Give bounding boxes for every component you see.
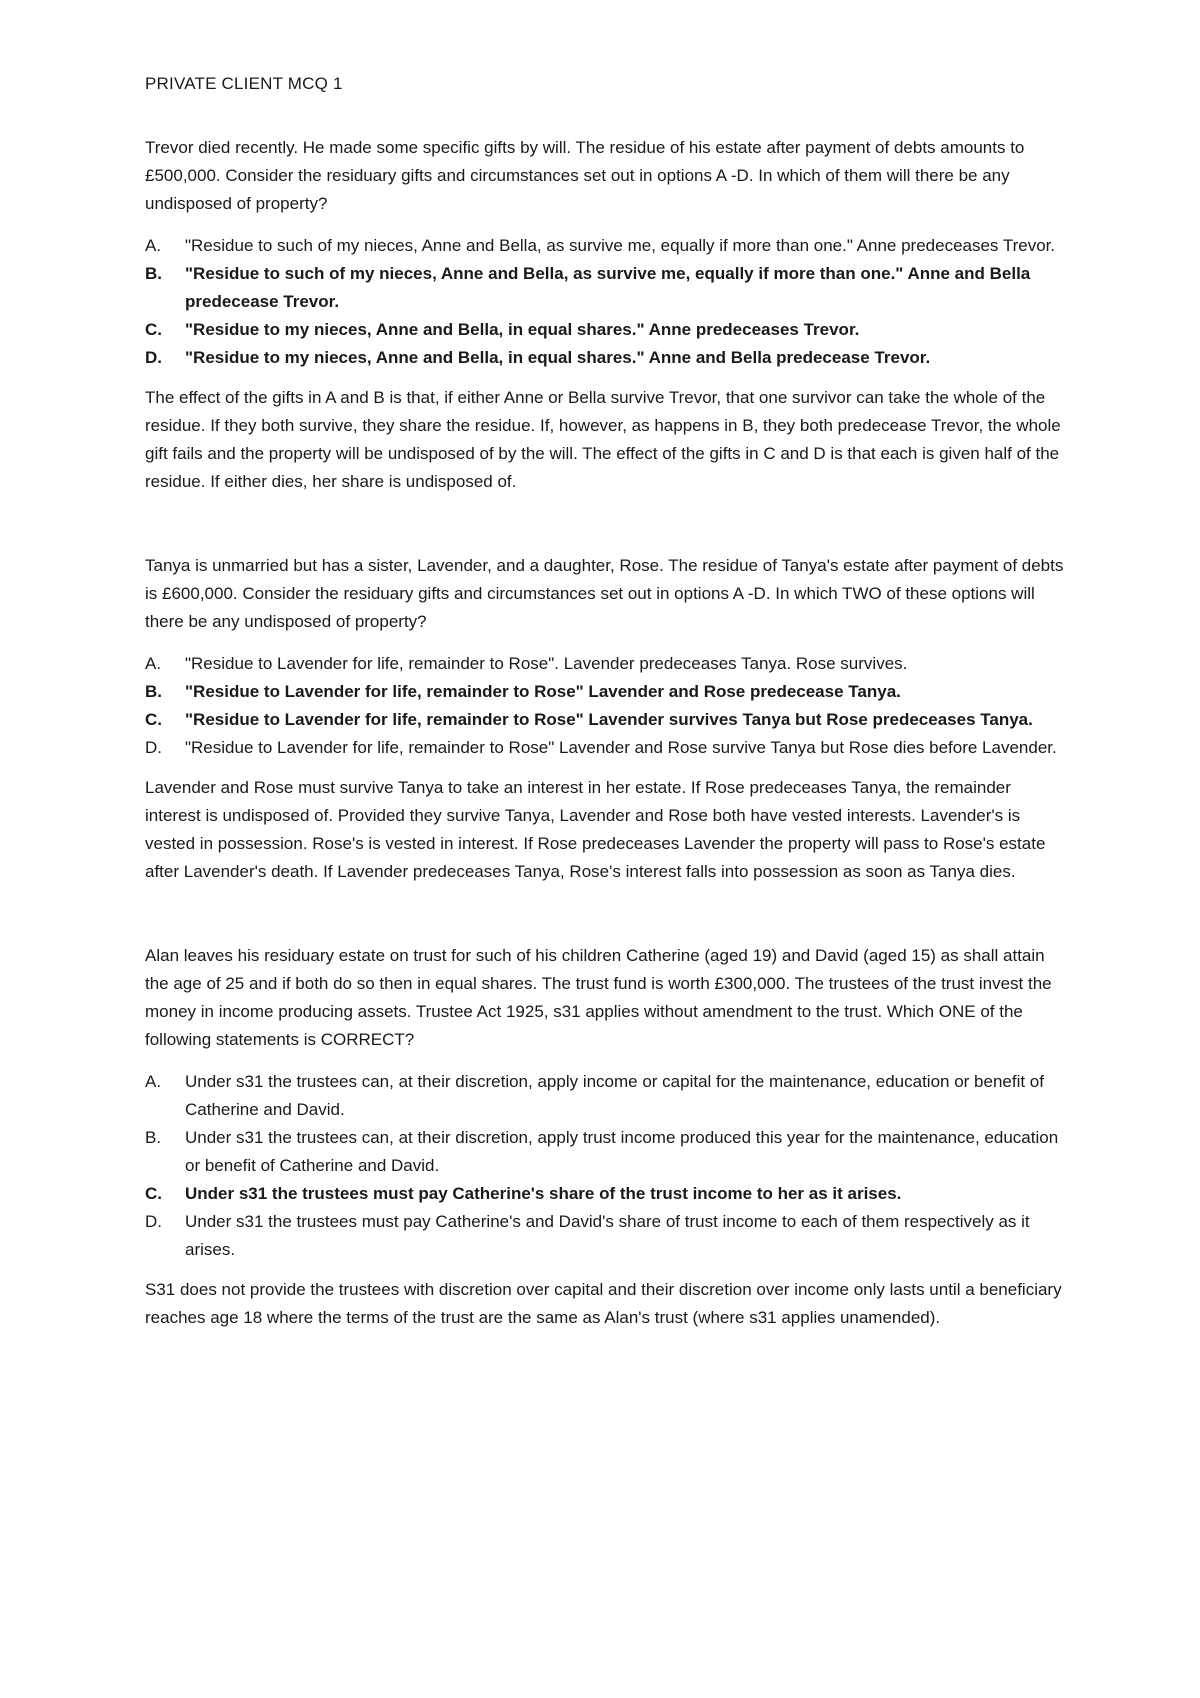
option-text: "Residue to Lavender for life, remainder to Rose" Lavender and Rose survive Tanya but Rose dies before Lavender. (185, 738, 1057, 757)
option-letter: A. (145, 1072, 162, 1091)
question-prompt: Alan leaves his residuary estate on trust for such of his children Catherine (aged 19) and David (aged 15) as shall attain the age of 25 and if both do so then in equal shares. The trust fund is worth £300,000. The trustees of the trust invest the money in income producing assets. Trustee Act 1925, s31 applies without amendment to the trust. Which ONE of the following statements is CORRECT? (145, 946, 1052, 1049)
option-b (145, 1124, 1065, 1180)
document-page (145, 74, 1065, 1388)
option-letter: A. (145, 236, 162, 255)
option-letter: A. (145, 654, 162, 673)
document-title: PRIVATE CLIENT MCQ 1 (145, 74, 343, 93)
option-letter: C. (145, 320, 162, 339)
option-text: Under s31 the trustees can, at their discretion, apply trust income produced this year for the maintenance, education or benefit of Catherine and David. (185, 1128, 1059, 1175)
option-letter: B. (145, 1128, 162, 1147)
option-d (145, 1208, 1065, 1264)
answer-explanation: Lavender and Rose must survive Tanya to take an interest in her estate. If Rose predeceases Tanya, the remainder interest is undisposed of. Provided they survive Tanya, Lavender and Rose both have vested interests. Lavender's is vested in possession. Rose's is vested in interest. If Rose predeceases Lavender the property will pass to Rose's estate after Lavender's death. If Lavender predeceases Tanya, Rose's interest falls into possession as soon as Tanya dies. (145, 778, 1046, 881)
question-block-1 (145, 134, 1065, 496)
option-a (145, 650, 1065, 678)
option-letter: D. (145, 738, 162, 757)
option-d (145, 344, 1065, 372)
option-c (145, 706, 1065, 734)
option-c (145, 316, 1065, 344)
options-list (145, 1068, 1065, 1264)
answer-explanation: S31 does not provide the trustees with discretion over capital and their discretion over income only lasts until a beneficiary reaches age 18 where the terms of the trust are the same as Alan's trust (where s31 applies unamended). (145, 1280, 1062, 1327)
option-letter: D. (145, 1212, 162, 1231)
option-text: "Residue to such of my nieces, Anne and Bella, as survive me, equally if more than one." Anne predeceases Trevor. (185, 236, 1056, 255)
answer-explanation: The effect of the gifts in A and B is that, if either Anne or Bella survive Trevor, that one survivor can take the whole of the residue. If they both survive, they share the residue. If, however, as happens in B, they both predecease Trevor, the whole gift fails and the property will be undisposed of by the will. The effect of the gifts in C and D is that each is given half of the residue. If either dies, her share is undisposed of. (145, 388, 1061, 491)
option-text: Under s31 the trustees can, at their discretion, apply income or capital for the maintenance, education or benefit of Catherine and David. (185, 1072, 1044, 1119)
option-d (145, 734, 1065, 762)
option-text: "Residue to my nieces, Anne and Bella, in equal shares." Anne and Bella predecease Trevor. (185, 348, 931, 367)
option-letter: B. (145, 682, 162, 701)
option-text: "Residue to Lavender for life, remainder to Rose" Lavender survives Tanya but Rose predeceases Tanya. (185, 710, 1033, 729)
option-b (145, 260, 1065, 316)
options-list (145, 232, 1065, 372)
option-a (145, 1068, 1065, 1124)
options-list (145, 650, 1065, 762)
option-letter: C. (145, 710, 162, 729)
question-prompt: Trevor died recently. He made some specific gifts by will. The residue of his estate after payment of debts amounts to £500,000. Consider the residuary gifts and circumstances set out in options A -D. In which of them will there be any undisposed of property? (145, 138, 1025, 213)
option-text: "Residue to Lavender for life, remainder to Rose" Lavender and Rose predecease Tanya. (185, 682, 901, 701)
option-letter: D. (145, 348, 162, 367)
question-block-2 (145, 552, 1065, 886)
option-b (145, 678, 1065, 706)
question-block-3 (145, 942, 1065, 1332)
question-prompt: Tanya is unmarried but has a sister, Lavender, and a daughter, Rose. The residue of Tanya's estate after payment of debts is £600,000. Consider the residuary gifts and circumstances set out in options A -D. In which TWO of these options will there be any undisposed of property? (145, 556, 1064, 631)
option-a (145, 232, 1065, 260)
option-text: Under s31 the trustees must pay Catherine's share of the trust income to her as it arises. (185, 1184, 902, 1203)
option-text: Under s31 the trustees must pay Catherine's and David's share of trust income to each of them respectively as it arises. (185, 1212, 1030, 1259)
option-c (145, 1180, 1065, 1208)
option-text: "Residue to such of my nieces, Anne and Bella, as survive me, equally if more than one." Anne and Bella predecease Trevor. (185, 264, 1031, 311)
option-text: "Residue to Lavender for life, remainder to Rose". Lavender predeceases Tanya. Rose survives. (185, 654, 908, 673)
option-letter: C. (145, 1184, 162, 1203)
option-letter: B. (145, 264, 162, 283)
option-text: "Residue to my nieces, Anne and Bella, in equal shares." Anne predeceases Trevor. (185, 320, 860, 339)
